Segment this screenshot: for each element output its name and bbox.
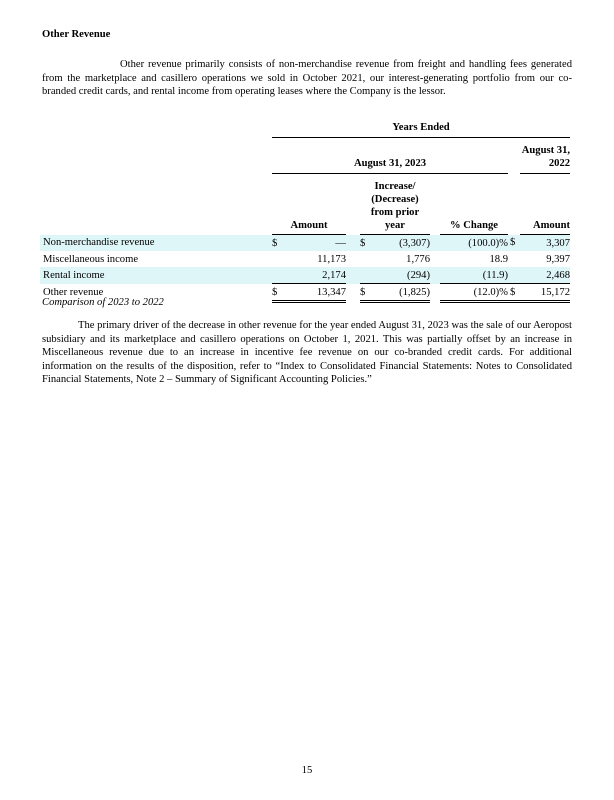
amount-2023: 13,347 — [284, 284, 346, 302]
row-label: Other revenue — [43, 287, 104, 298]
header-period-2023: August 31, 2023 — [272, 138, 508, 174]
table-row-non-merchandise — [40, 235, 570, 252]
comparison-title: Comparison of 2023 to 2022 — [42, 297, 164, 308]
dollar-sign — [360, 267, 372, 284]
dollar-sign — [508, 267, 520, 284]
page-number: 15 — [301, 765, 313, 776]
dollar-sign: $ — [508, 284, 520, 302]
header-amount-2022: Amount — [520, 174, 570, 235]
header-pct-change: % Change — [440, 174, 508, 235]
dollar-sign — [272, 251, 284, 267]
dollar-sign: $ — [272, 284, 284, 302]
table-row-miscellaneous — [40, 251, 570, 267]
amount-2023: 11,173 — [317, 253, 346, 265]
change-amount: (3,307) — [372, 235, 430, 252]
row-label: Miscellaneous income — [43, 253, 139, 265]
header-row-periods — [40, 138, 570, 174]
change-amount: (294) — [372, 267, 430, 284]
dollar-sign: $ — [272, 235, 284, 252]
header-years-ended: Years Ended — [272, 121, 570, 138]
pct-change: 18.9 — [489, 253, 508, 265]
header-period-2022: August 31, 2022 — [520, 138, 570, 174]
section-title: Other Revenue — [42, 29, 111, 40]
row-label: Rental income — [40, 267, 272, 284]
dollar-sign — [272, 267, 284, 284]
header-row-columns — [40, 174, 570, 235]
comparison-paragraph: The primary driver of the decrease in other revenue for the year ended August 31, 2023 was the sale of our Aeropost subsidiary and its marketplace and casillero operations on October 1, 2021. This was partially offset by an increase in Miscellaneous revenue due to an increase in incentive fee revenue on our co-branded credit cards. For additional information on the results of the disposition, refer to “Index to Consolidated Financial Statements: Notes to Consolidated Financial Statements, Note 2 – Summary of Significant Accounting Policies.” — [42, 320, 572, 386]
amount-2022: 2,468 — [520, 267, 570, 284]
pct-change: (12.0)% — [440, 284, 508, 302]
amount-2023: — — [284, 235, 346, 252]
pct-change: (100.0)% — [440, 235, 508, 252]
dollar-sign — [360, 251, 372, 267]
header-row-years — [40, 121, 570, 138]
amount-2023: 2,174 — [284, 267, 346, 284]
change-amount: (1,825) — [372, 284, 430, 302]
change-amount: 1,776 — [406, 253, 430, 265]
other-revenue-table — [40, 121, 570, 303]
dollar-sign — [508, 251, 520, 267]
amount-2022: 3,307 — [520, 235, 570, 252]
pct-change: (11.9) — [440, 267, 508, 284]
amount-2022: 9,397 — [546, 253, 571, 265]
row-label: Non-merchandise revenue — [40, 235, 272, 252]
header-increase-decrease: Increase/ (Decrease) from prior year — [360, 174, 430, 235]
dollar-sign: $ — [360, 235, 372, 252]
dollar-sign: $ — [508, 235, 520, 252]
amount-2022: 15,172 — [520, 284, 570, 302]
intro-paragraph: Other revenue primarily consists of non-merchandise revenue from freight and handling fees generated from the marketplace and casillero operations we sold in October 2021, our interest-generating portfolio from our co-branded credit cards, and rental income from operating leases where the Company is the lessor. — [42, 59, 572, 98]
dollar-sign: $ — [360, 284, 372, 302]
table-row-rental — [40, 267, 570, 284]
header-amount-2023: Amount — [272, 174, 346, 235]
